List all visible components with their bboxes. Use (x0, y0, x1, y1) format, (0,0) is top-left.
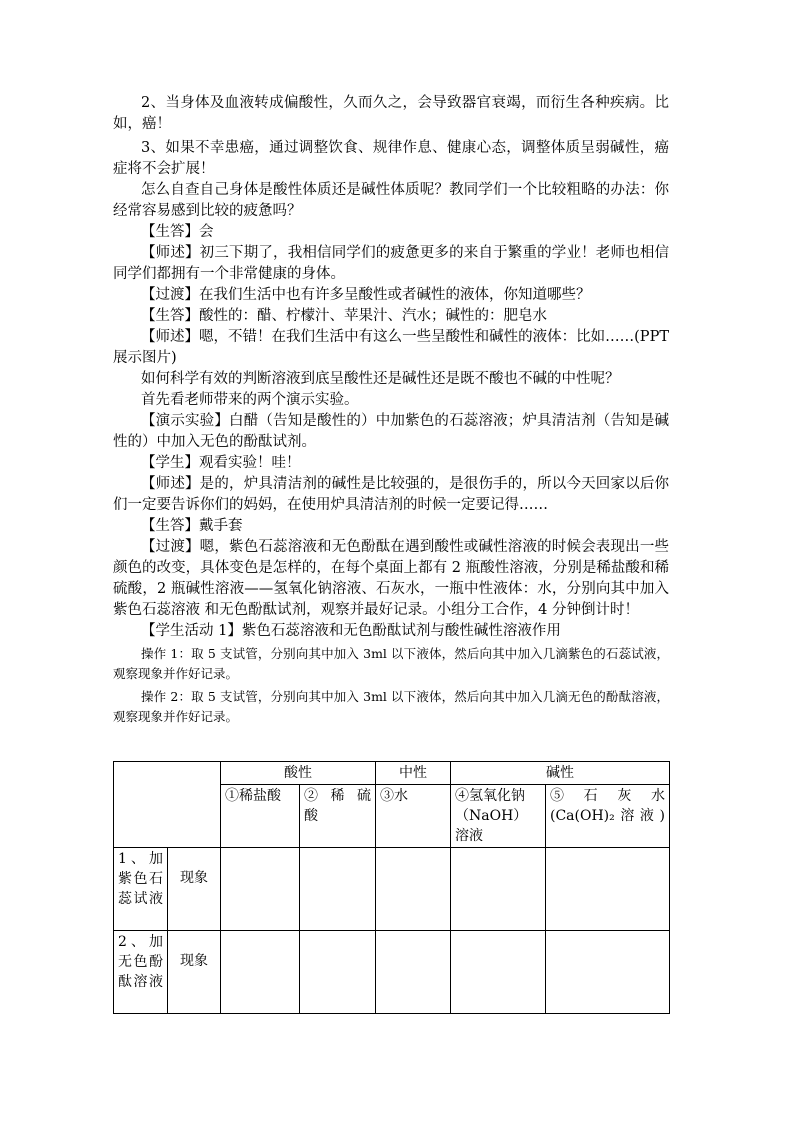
paragraph: 【过渡】在我们生活中也有许多呈酸性或者碱性的液体，你知道哪些？ (141, 287, 591, 303)
table-cell[interactable] (376, 848, 451, 931)
paragraph: 怎么自查自己身体是酸性体质还是碱性体质呢？教同学们一个比较粗略的办法：你经常容易感到比较的疲惫吗？ (113, 182, 669, 219)
paragraph: 【学生】观看实验！哇！ (141, 455, 301, 471)
table-row (114, 848, 670, 931)
operation-1: 操作 1：取 5 支试管，分别向其中加入 3ml 以下液体，然后向其中加入几滴紫色的石蕊试液，观察现象并作好记录。 (113, 646, 669, 681)
row-label: 2、加无色酚酞溶液 (114, 931, 168, 1014)
column-header: ①稀盐酸 (221, 785, 300, 848)
column-header: ④氢氧化钠（NaOH）溶液 (451, 785, 546, 848)
paragraph: 【学生活动 1】紫色石蕊溶液和无色酚酞试剂与酸性碱性溶液作用 (141, 623, 561, 639)
table-corner-cell (114, 762, 221, 848)
paragraph: 【生答】会 (141, 224, 214, 240)
paragraph: 首先看老师带来的两个演示实验。 (141, 392, 359, 408)
column-header: ② 稀 硫 酸 (300, 785, 376, 848)
header-acidic: 酸性 (221, 762, 376, 785)
column-header: ③水 (376, 785, 451, 848)
row-sublabel: 现象 (168, 848, 221, 931)
paragraph: 3、如果不幸患癌，通过调整饮食、规律作息、健康心态，调整体质呈弱碱性，癌症将不会扩展！ (113, 140, 669, 177)
row-label: 1、加紫色石蕊试液 (114, 848, 168, 931)
document-body (113, 93, 669, 727)
row-sublabel: 现象 (168, 931, 221, 1014)
table-cell[interactable] (221, 931, 300, 1014)
paragraph: 【师述】初三下期了，我相信同学们的疲惫更多的来自于繁重的学业！老师也相信同学们都拥有一个非常健康的身体。 (113, 245, 669, 282)
paragraph: 【过渡】嗯，紫色石蕊溶液和无色酚酞在遇到酸性或碱性溶液的时候会表现出一些颜色的改变，具体变色是怎样的，在每个桌面上都有 2 瓶酸性溶液，分别是稀盐酸和稀硫酸，2 瓶碱性溶液——氢氧化钠溶液、石灰水，一瓶中性液体：水，分别向其中加入紫色石蕊溶液 和无色酚酞试剂，观察并最好记录。小组分工合作，4 分钟倒计时！ (113, 539, 669, 618)
table-cell[interactable] (451, 931, 546, 1014)
paragraph: 【演示实验】白醋（告知是酸性的）中加紫色的石蕊溶液；炉具清洁剂（告知是碱性的）中加入无色的酚酞试剂。 (113, 413, 669, 450)
paragraph: 【生答】酸性的：醋、柠檬汁、苹果汁、汽水；碱性的：肥皂水 (141, 308, 547, 324)
header-alkaline: 碱性 (451, 762, 670, 785)
table-row (114, 931, 670, 1014)
table-cell[interactable] (300, 848, 376, 931)
table-cell[interactable] (221, 848, 300, 931)
table-cell[interactable] (451, 848, 546, 931)
paragraph: 2、当身体及血液转成偏酸性，久而久之，会导致器官衰竭，而衍生各种疾病。比如，癌！ (113, 95, 669, 132)
paragraph: 【师述】是的，炉具清洁剂的碱性是比较强的，是很伤手的，所以今天回家以后你们一定要告诉你们的妈妈，在使用炉具清洁剂的时候一定要记得…… (113, 476, 669, 513)
table-cell[interactable] (546, 931, 670, 1014)
header-neutral: 中性 (376, 762, 451, 785)
table-cell[interactable] (376, 931, 451, 1014)
table-cell[interactable] (546, 848, 670, 931)
observation-table (113, 761, 670, 1014)
column-header: ⑤ 石 灰 水 (Ca(OH)₂溶液) (546, 785, 670, 848)
operation-2: 操作 2：取 5 支试管，分别向其中加入 3ml 以下液体，然后向其中加入几滴无色的酚酞溶液，观察现象并作好记录。 (113, 689, 669, 724)
table-cell[interactable] (300, 931, 376, 1014)
paragraph: 【师述】嗯，不错！在我们生活中有这么一些呈酸性和碱性的液体：比如……(PPT 展示图片) (113, 329, 669, 366)
paragraph: 如何科学有效的判断溶液到底呈酸性还是碱性还是既不酸也不碱的中性呢？ (141, 371, 620, 387)
paragraph: 【生答】戴手套 (141, 518, 243, 534)
table-header-row (114, 762, 670, 785)
